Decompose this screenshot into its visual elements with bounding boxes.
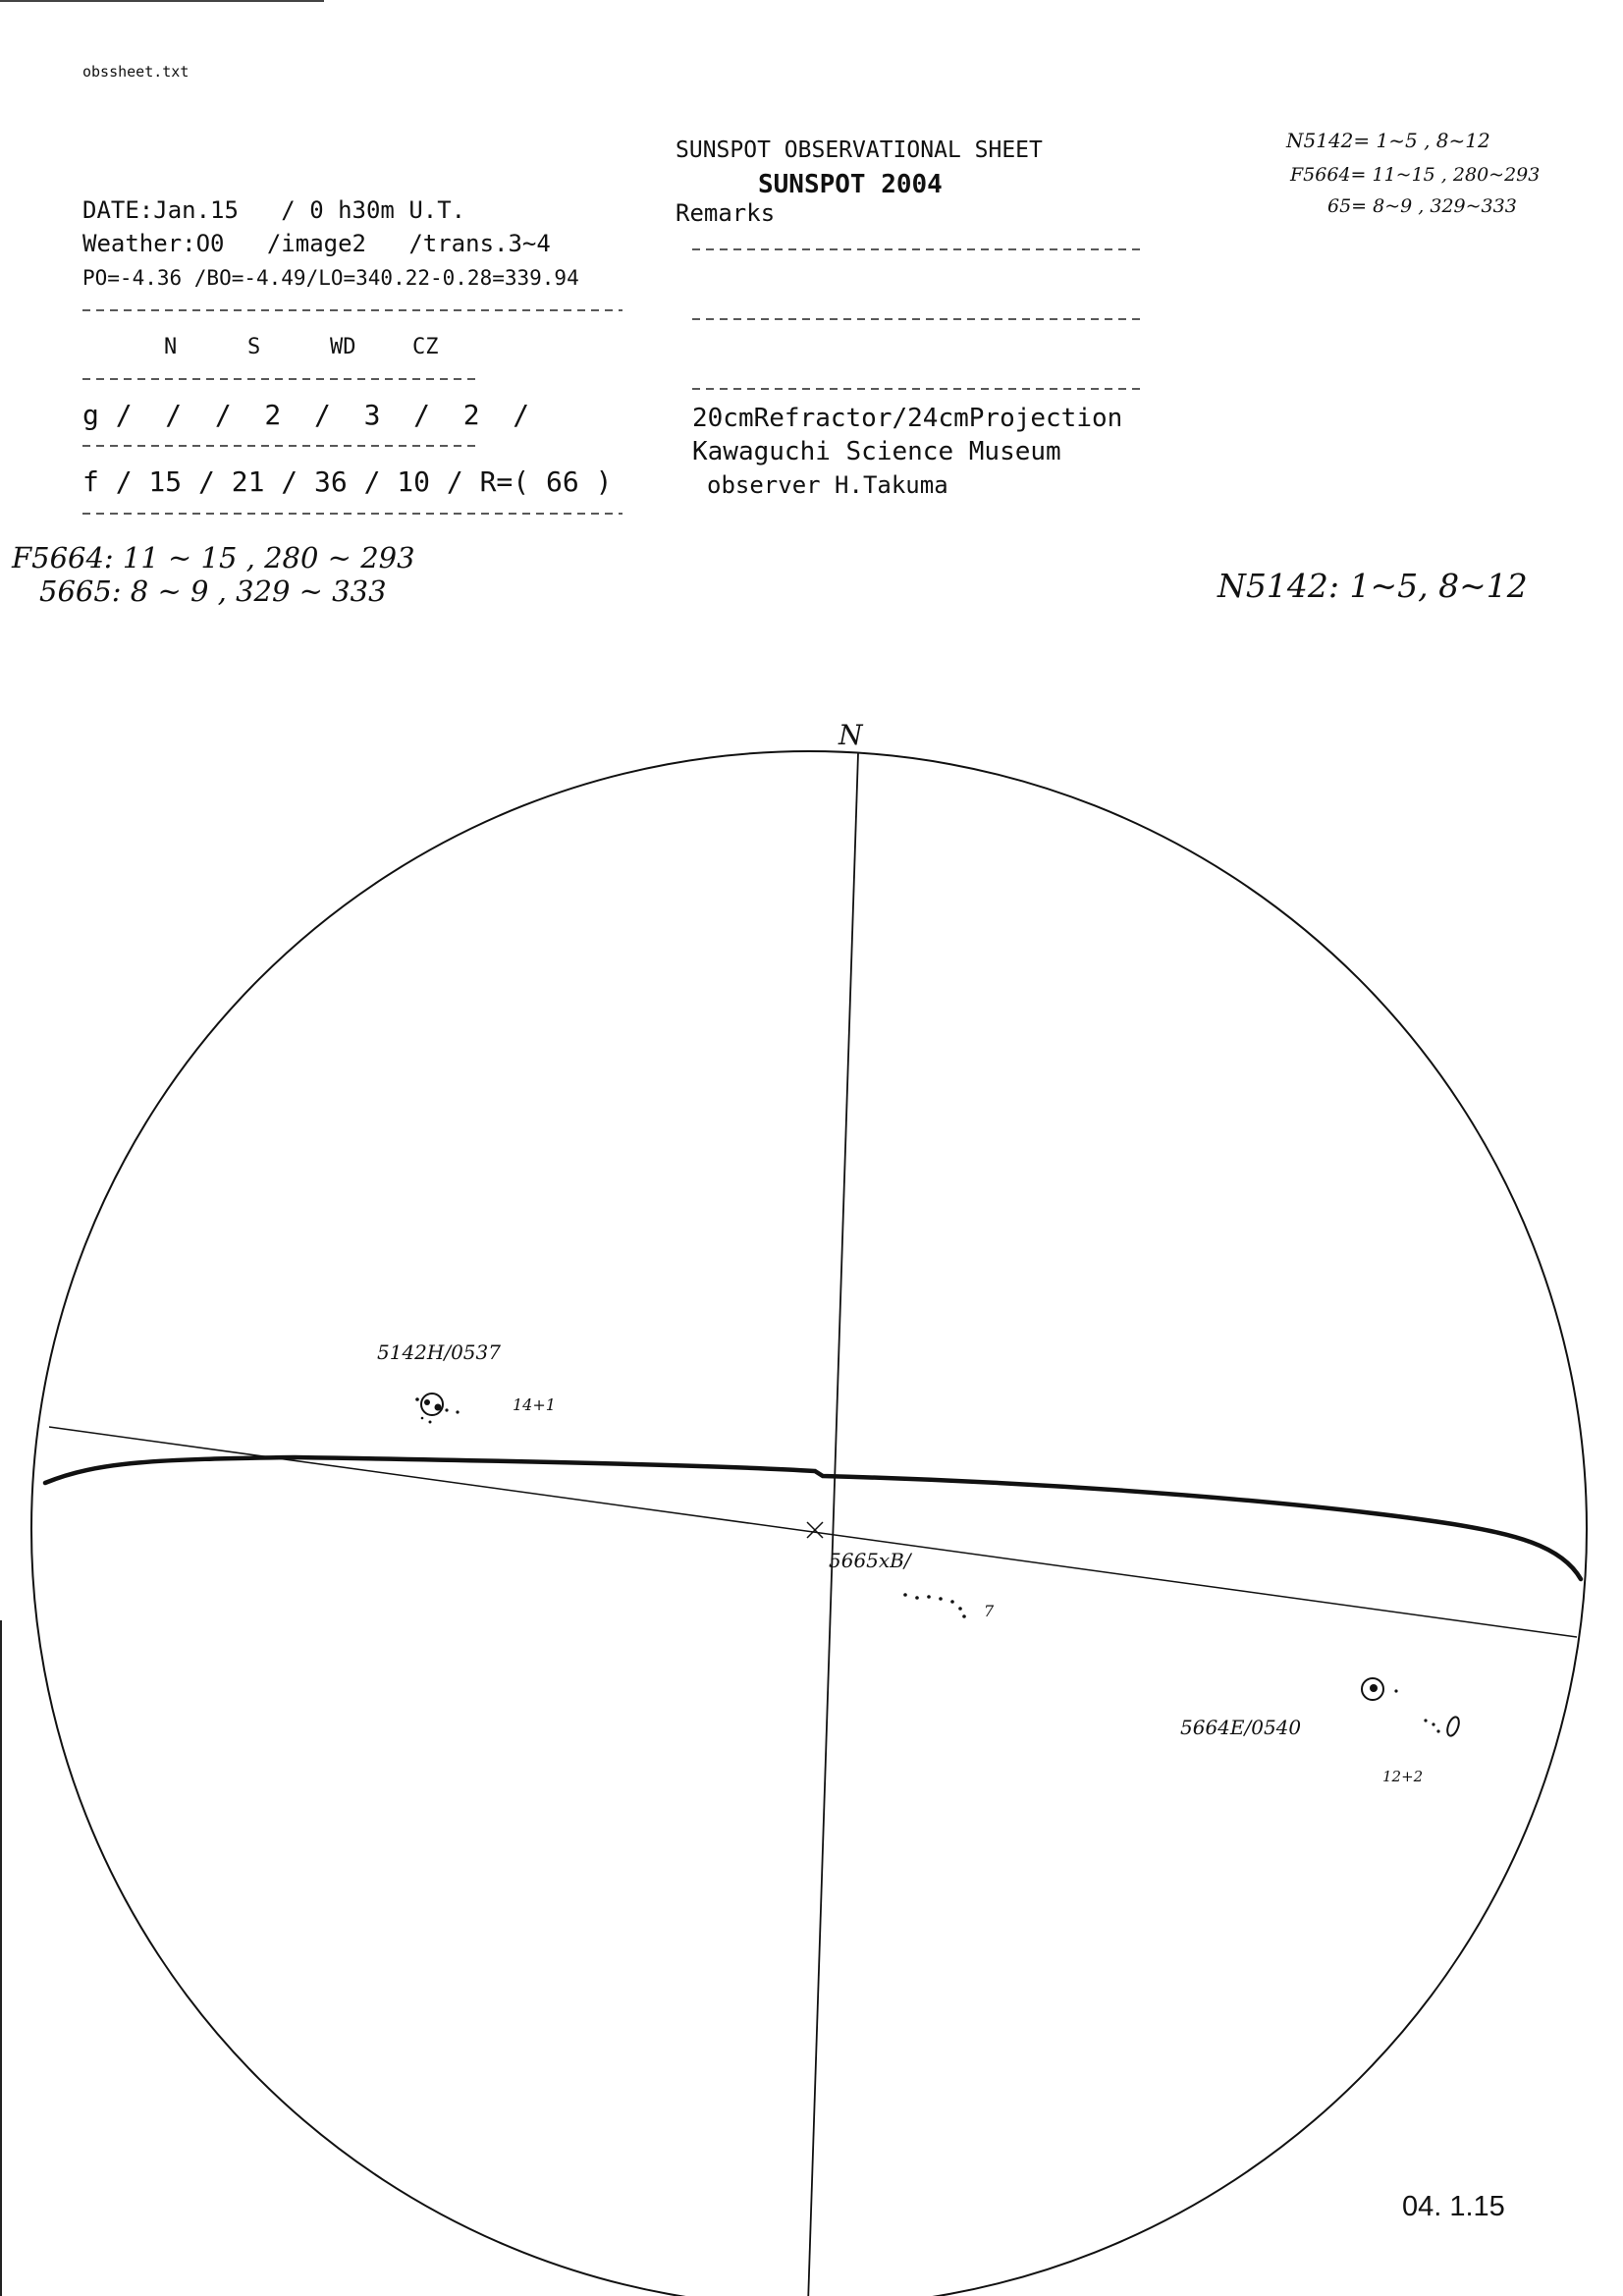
observer: observer H.Takuma xyxy=(707,471,948,499)
file-label: obssheet.txt xyxy=(82,63,189,81)
sheet-title: SUNSPOT OBSERVATIONAL SHEET xyxy=(676,137,1043,163)
column-cz: CZ xyxy=(412,335,439,359)
group-count-row: g / / / 2 / 3 / 2 / xyxy=(82,399,530,431)
note-left-2: 5665: 8 ~ 9 , 329 ~ 333 xyxy=(39,574,387,608)
sheet-subtitle: SUNSPOT 2004 xyxy=(758,170,943,199)
grid-marker-line xyxy=(45,1457,1581,1579)
group-5664-count: 12+2 xyxy=(1382,1768,1424,1785)
weather-line: Weather:O0 /image2 /trans.3~4 xyxy=(82,230,551,257)
group-5142-count: 14+1 xyxy=(513,1395,556,1414)
note-top-right-3: 65= 8~9 , 329~333 xyxy=(1327,195,1517,217)
sunspot-group-5665 xyxy=(903,1593,966,1618)
group-5665-count: 7 xyxy=(984,1602,995,1620)
column-s: S xyxy=(247,335,261,359)
telescope-info: 20cmRefractor/24cmProjection xyxy=(692,404,1123,433)
sunspot-group-5142 xyxy=(415,1394,459,1424)
group-5664-label: 5664E/0540 xyxy=(1180,1716,1302,1739)
note-right: N5142: 1~5, 8~12 xyxy=(1217,567,1528,605)
sunspot-group-5664 xyxy=(1362,1678,1461,1737)
north-mark: N xyxy=(839,719,863,751)
note-top-right-1: N5142= 1~5 , 8~12 xyxy=(1286,129,1490,152)
column-n: N xyxy=(164,335,178,359)
spot-count-row: f / 15 / 21 / 36 / 10 / R=( 66 ) xyxy=(82,465,613,498)
group-5142-label: 5142H/0537 xyxy=(377,1340,501,1364)
note-top-right-2: F5664= 11~15 , 280~293 xyxy=(1290,164,1541,186)
note-left-1: F5664: 11 ~ 15 , 280 ~ 293 xyxy=(12,541,415,574)
north-south-axis xyxy=(808,753,858,2296)
remarks-label: Remarks xyxy=(676,199,776,227)
group-5665-label: 5665xB/ xyxy=(829,1549,911,1572)
column-wd: WD xyxy=(330,335,356,359)
institution: Kawaguchi Science Museum xyxy=(692,437,1061,466)
date-stamp: 04. 1.15 xyxy=(1402,2191,1505,2222)
date-line: DATE:Jan.15 / 0 h30m U.T. xyxy=(82,196,466,224)
coord-line: PO=-4.36 /BO=-4.49/LO=340.22-0.28=339.94 xyxy=(82,266,579,290)
